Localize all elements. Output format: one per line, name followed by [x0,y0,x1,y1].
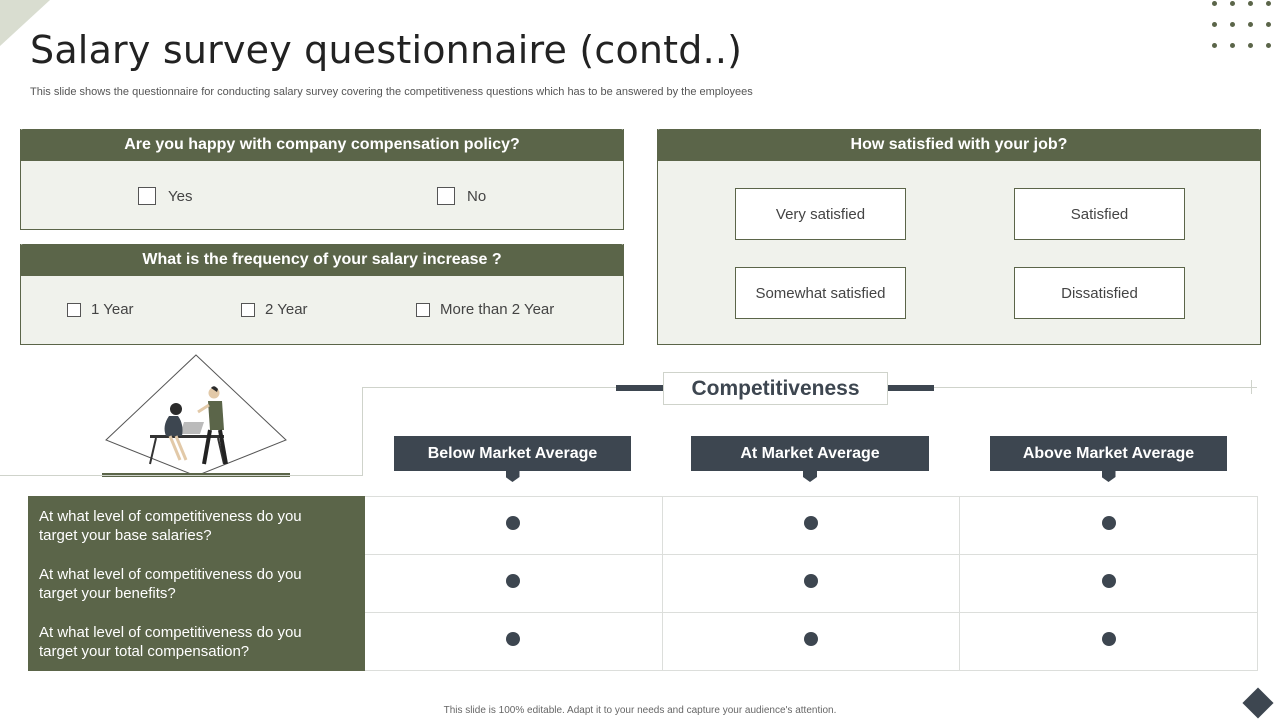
question-heading: Are you happy with company compensation policy? [20,129,624,161]
question-card-compensation [20,129,624,230]
dot-grid-dot [1212,43,1217,48]
dot-grid-dot [1230,22,1235,27]
radio-dot-icon[interactable] [1102,632,1116,646]
footer-note: This slide is 100% editable. Adapt it to your needs and capture your audience's attention. [443,705,837,716]
checkbox-icon[interactable] [138,187,156,205]
table-cell[interactable] [365,555,663,613]
accent-bar [886,385,934,391]
radio-dot-icon[interactable] [506,516,520,530]
table-cell[interactable] [662,497,960,555]
table-row [29,613,1258,671]
option-label: 2 Year [265,301,308,318]
table-cell[interactable] [960,613,1258,671]
table-cell[interactable] [662,613,960,671]
dot-grid-dot [1248,1,1253,6]
table-cell[interactable] [365,497,663,555]
option-more-than-2-year[interactable] [416,301,554,318]
radio-dot-icon[interactable] [506,574,520,588]
option-no[interactable] [437,187,486,205]
option-label: No [467,187,487,205]
question-heading: How satisfied with your job? [657,129,1261,161]
row-question: At what level of competitiveness do you target your base salaries? [29,497,365,555]
column-above-market [990,436,1227,471]
pointer-tab [1102,471,1116,482]
row-question: At what level of competitiveness do you target your total compensation? [29,613,365,671]
radio-dot-icon[interactable] [506,632,520,646]
column-below-market [394,436,631,471]
dot-grid-dot [1212,22,1217,27]
dot-grid-dot [1230,43,1235,48]
table-cell[interactable] [662,555,960,613]
divider-line [1251,380,1252,394]
question-card-frequency [20,244,624,345]
radio-dot-icon[interactable] [1102,516,1116,530]
table-row [29,497,1258,555]
competitiveness-label: Competitiveness [663,372,888,405]
column-label: At Market Average [740,444,880,462]
dot-grid-dot [1248,22,1253,27]
checkbox-icon[interactable] [416,303,430,317]
question-heading: What is the frequency of your salary increase ? [20,244,624,276]
dot-grid-dot [1266,43,1271,48]
column-label: Below Market Average [427,444,598,462]
dot-grid-dot [1266,1,1271,6]
option-somewhat-satisfied[interactable]: Somewhat satisfied [735,267,906,319]
competitiveness-table [28,496,1258,671]
pointer-tab [506,471,520,482]
checkbox-icon[interactable] [67,303,81,317]
dot-grid-dot [1212,1,1217,6]
table-cell[interactable] [365,613,663,671]
option-1-year[interactable] [67,301,134,318]
column-label: Above Market Average [1022,444,1195,462]
option-dissatisfied[interactable]: Dissatisfied [1014,267,1185,319]
divider-line [0,475,363,476]
row-question: At what level of competitiveness do you target your benefits? [29,555,365,613]
option-label: 1 Year [91,301,134,318]
option-label: More than 2 Year [440,301,555,318]
dot-grid-dot [1230,1,1235,6]
table-cell[interactable] [960,497,1258,555]
option-yes[interactable] [138,187,192,205]
table-row [29,555,1258,613]
radio-dot-icon[interactable] [1102,574,1116,588]
accent-bar [616,385,665,391]
pointer-tab [803,471,817,482]
people-at-desk-illustration [100,352,292,480]
option-label: Yes [168,187,193,205]
dot-grid-decoration [1204,0,1274,62]
divider-line [362,387,363,476]
question-card-satisfaction [657,129,1261,345]
page-title: Salary survey questionnaire (contd..) [30,28,743,72]
option-satisfied[interactable]: Satisfied [1014,188,1185,240]
column-at-market [691,436,929,471]
checkbox-icon[interactable] [437,187,455,205]
radio-dot-icon[interactable] [804,632,818,646]
radio-dot-icon[interactable] [804,574,818,588]
radio-dot-icon[interactable] [804,516,818,530]
option-very-satisfied[interactable]: Very satisfied [735,188,906,240]
dot-grid-dot [1266,22,1271,27]
table-cell[interactable] [960,555,1258,613]
page-subtitle: This slide shows the questionnaire for conducting salary survey covering the competitiveness questions which has to be answered by the employees [30,86,753,98]
option-2-year[interactable] [241,301,308,318]
dot-grid-dot [1248,43,1253,48]
checkbox-icon[interactable] [241,303,255,317]
